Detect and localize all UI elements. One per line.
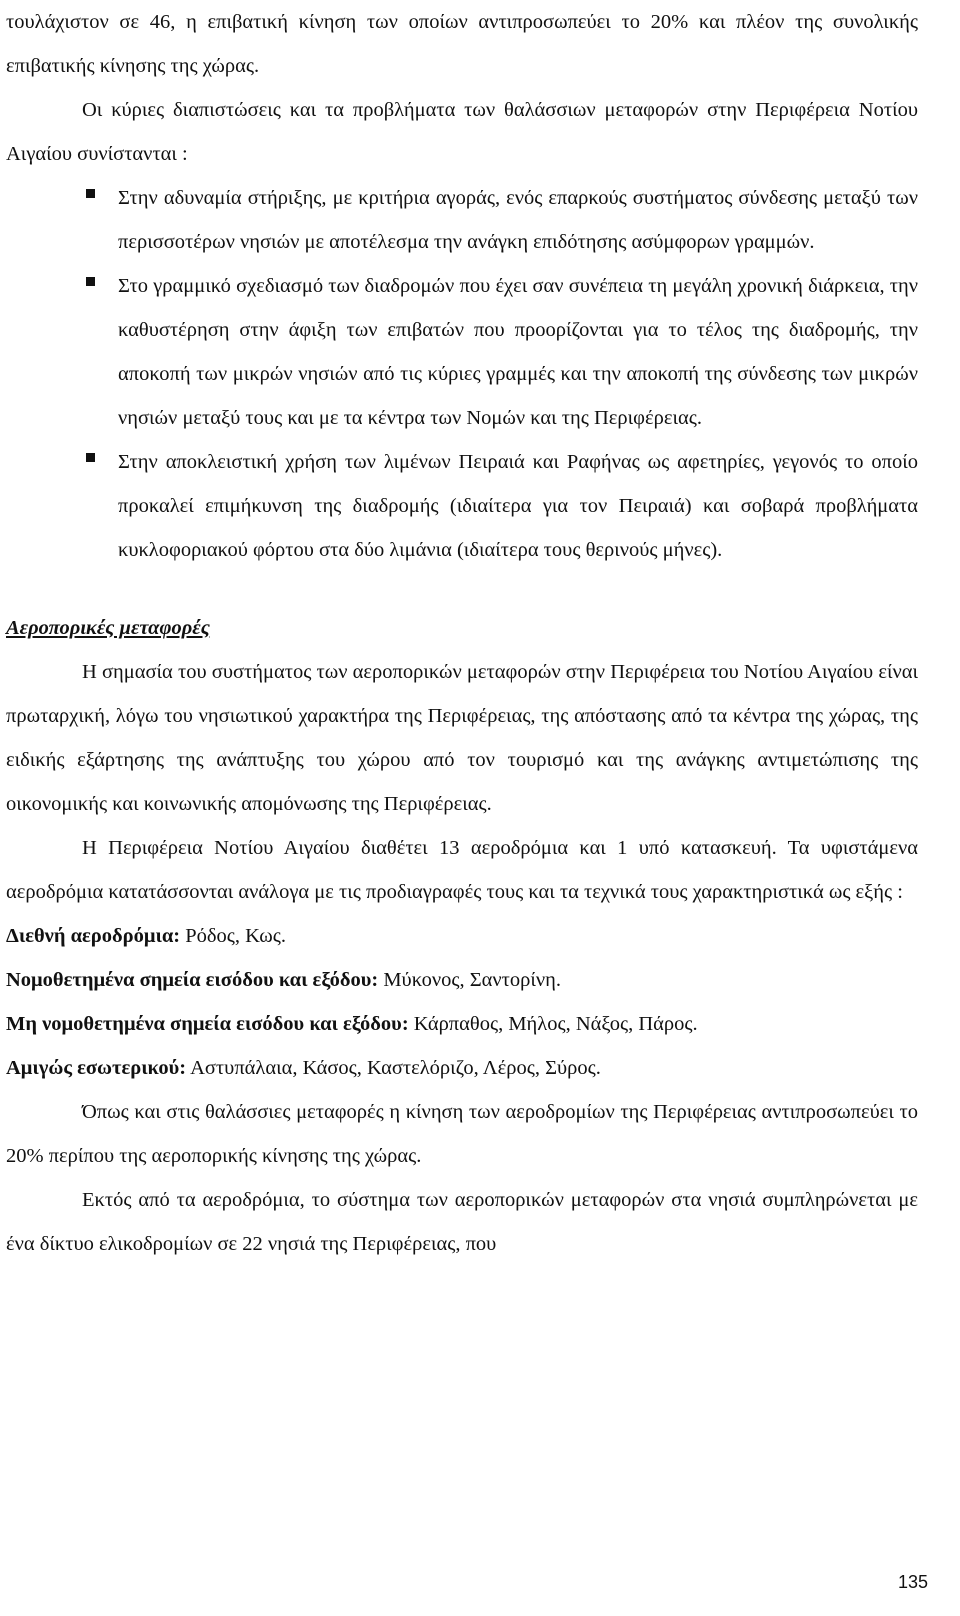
list-item-text: Στο γραμμικό σχεδιασμό των διαδρομών που έχει σαν συνέπεια τη μεγάλη χρονική διάρκεια, την καθυστέρηση στην άφιξη των επιβατών που προορίζονται για το τέλος της διαδρομής, την αποκοπή των μικρών νησιών από τις κύριες γραμμές και την αποκοπή της σύνδεσης των μικρών νησιών μεταξύ τους και με τα κέντρα των Νομών και της Περιφέρειας. [118, 275, 918, 429]
square-bullet-icon [86, 277, 95, 286]
section-heading: Αεροπορικές μεταφορές [6, 617, 210, 639]
body-text [6, 0, 918, 1266]
air-paragraph-2: Η Περιφέρεια Νοτίου Αιγαίου διαθέτει 13 αεροδρόμια και 1 υπό κατασκευή. Τα υφιστάμενα αεροδρόμια κατατάσσονται ανάλογα με τις προδιαγραφές τους και τα τεχνικά τους χαρακτηριστικά ως εξής : [6, 837, 918, 903]
category-line [6, 958, 918, 1002]
category-label: Διεθνή αεροδρόμια: [6, 925, 181, 947]
page-number: 135 [897, 1572, 928, 1592]
category-line [6, 1002, 918, 1046]
category-label: Αμιγώς εσωτερικού: [6, 1057, 187, 1079]
top-paragraph: τουλάχιστον σε 46, η επιβατική κίνηση των οποίων αντιπροσωπεύει το 20% και πλέον της συνολικής επιβατικής κίνησης της χώρας. [6, 11, 918, 77]
list-item [118, 440, 918, 572]
category-line [6, 1046, 918, 1090]
category-line [6, 914, 918, 958]
category-value: Αστυπάλαια, Κάσος, Καστελόριζο, Λέρος, Σύρος. [186, 1057, 601, 1079]
list-item [118, 176, 918, 264]
list-item-text: Στην αδυναμία στήριξης, με κριτήρια αγοράς, ενός επαρκούς συστήματος σύνδεσης μεταξύ των περισσοτέρων νησιών με αποτέλεσμα την ανάγκη επιδότησης ασύμφορων γραμμών. [118, 187, 918, 253]
list-item [118, 264, 918, 440]
findings-intro: Οι κύριες διαπιστώσεις και τα προβλήματα των θαλάσσιων μεταφορών στην Περιφέρεια Νοτίου Αιγαίου συνίστανται : [6, 99, 918, 165]
air-paragraph-3: Όπως και στις θαλάσσιες μεταφορές η κίνηση των αεροδρομίων της Περιφέρειας αντιπροσωπεύει το 20% περίπου της αεροπορικής κίνησης της χώρας. [6, 1101, 918, 1167]
list-item-text: Στην αποκλειστική χρήση των λιμένων Πειραιά και Ραφήνας ως αφετηρίες, γεγονός το οποίο προκαλεί επιμήκυνση της διαδρομής (ιδιαίτερα για τον Πειραιά) και σοβαρά προβλήματα κυκλοφοριακού φόρτου στα δύο λιμάνια (ιδιαίτερα τους θερινούς μήνες). [118, 451, 918, 561]
category-value: Ρόδος, Κως. [180, 925, 286, 947]
category-value: Μύκονος, Σαντορίνη. [378, 969, 561, 991]
category-label: Μη νομοθετημένα σημεία εισόδου και εξόδου: [6, 1013, 409, 1035]
air-paragraph-4: Εκτός από τα αεροδρόμια, το σύστημα των αεροπορικών μεταφορών στα νησιά συμπληρώνεται με ένα δίκτυο ελικοδρομίων σε 22 νησιά της Περιφέρειας, που [6, 1189, 918, 1255]
category-value: Κάρπαθος, Μήλος, Νάξος, Πάρος. [408, 1013, 698, 1035]
square-bullet-icon [86, 453, 95, 462]
air-paragraph-1: Η σημασία του συστήματος των αεροπορικών μεταφορών στην Περιφέρεια του Νοτίου Αιγαίου είναι πρωταρχική, λόγω του νησιωτικού χαρακτήρα της Περιφέρειας, της απόστασης από τα κέντρα της χώρας, της ειδικής εξάρτησης της ανάπτυξης του χώρου από τον τουρισμό και της ανάγκης αντιμετώπισης της οικονομικής και κοινωνικής απομόνωσης της Περιφέρειας. [6, 661, 918, 815]
square-bullet-icon [86, 189, 95, 198]
findings-list [6, 176, 918, 572]
category-label: Νομοθετημένα σημεία εισόδου και εξόδου: [6, 969, 379, 991]
